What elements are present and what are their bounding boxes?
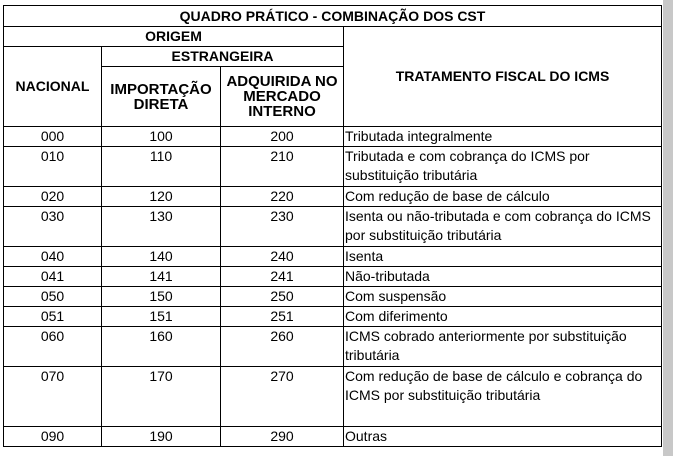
window-edge (663, 0, 673, 456)
cell-nacional: 020 (4, 187, 102, 207)
cell-nacional: 010 (4, 147, 102, 187)
cell-adquirida-mercado-interno: 241 (221, 267, 344, 287)
cell-importacao-direta: 110 (102, 147, 221, 187)
cell-nacional: 051 (4, 307, 102, 327)
cell-tratamento-fiscal: Tributada integralmente (344, 127, 662, 147)
cell-tratamento-fiscal: Isenta (344, 247, 662, 267)
cell-tratamento-fiscal: ICMS cobrado anteriormente por substituição tributária (344, 327, 662, 367)
cell-tratamento-fiscal: Tributada e com cobrança do ICMS por substituição tributária (344, 147, 662, 187)
cell-adquirida-mercado-interno: 251 (221, 307, 344, 327)
header-estrangeira: ESTRANGEIRA (102, 47, 344, 67)
cell-tratamento-fiscal: Com suspensão (344, 287, 662, 307)
table-row (4, 327, 662, 367)
table-row (4, 147, 662, 187)
cell-nacional: 000 (4, 127, 102, 147)
cell-tratamento-fiscal: Com diferimento (344, 307, 662, 327)
cell-adquirida-mercado-interno: 290 (221, 427, 344, 447)
table-row (4, 207, 662, 247)
cell-importacao-direta: 140 (102, 247, 221, 267)
table-row (4, 307, 662, 327)
cell-importacao-direta: 120 (102, 187, 221, 207)
cell-nacional: 070 (4, 367, 102, 427)
cell-adquirida-mercado-interno: 240 (221, 247, 344, 267)
cell-nacional: 090 (4, 427, 102, 447)
table-row (4, 367, 662, 427)
cell-adquirida-mercado-interno: 260 (221, 327, 344, 367)
cell-importacao-direta: 170 (102, 367, 221, 427)
cell-nacional: 060 (4, 327, 102, 367)
cell-nacional: 050 (4, 287, 102, 307)
cell-adquirida-mercado-interno: 220 (221, 187, 344, 207)
cell-adquirida-mercado-interno: 250 (221, 287, 344, 307)
cell-adquirida-mercado-interno: 200 (221, 127, 344, 147)
table-row (4, 267, 662, 287)
header-origem: ORIGEM (4, 27, 344, 47)
table-row (4, 247, 662, 267)
table-row (4, 427, 662, 447)
cell-tratamento-fiscal: Não-tributada (344, 267, 662, 287)
cst-table (3, 5, 662, 447)
table-row (4, 287, 662, 307)
cell-importacao-direta: 130 (102, 207, 221, 247)
cell-nacional: 040 (4, 247, 102, 267)
header-nacional: NACIONAL (4, 47, 102, 127)
header-importacao-direta: IMPORTAÇÃO DIRETA (102, 67, 221, 127)
table-title: QUADRO PRÁTICO - COMBINAÇÃO DOS CST (4, 6, 662, 27)
cell-tratamento-fiscal: Isenta ou não-tributada e com cobrança do ICMS por substituição tributária (344, 207, 662, 247)
cell-importacao-direta: 160 (102, 327, 221, 367)
cell-importacao-direta: 151 (102, 307, 221, 327)
cell-importacao-direta: 141 (102, 267, 221, 287)
table-row (4, 187, 662, 207)
cell-nacional: 030 (4, 207, 102, 247)
cell-tratamento-fiscal: Outras (344, 427, 662, 447)
cell-tratamento-fiscal: Com redução de base de cálculo e cobrança do ICMS por substituição tributária (344, 367, 662, 427)
cell-adquirida-mercado-interno: 210 (221, 147, 344, 187)
cell-importacao-direta: 190 (102, 427, 221, 447)
cell-importacao-direta: 100 (102, 127, 221, 147)
header-adquirida-mercado-interno: ADQUIRIDA NO MERCADO INTERNO (221, 67, 344, 127)
cell-importacao-direta: 150 (102, 287, 221, 307)
table-row (4, 127, 662, 147)
header-tratamento: TRATAMENTO FISCAL DO ICMS (344, 27, 662, 127)
cell-adquirida-mercado-interno: 270 (221, 367, 344, 427)
cell-nacional: 041 (4, 267, 102, 287)
cell-tratamento-fiscal: Com redução de base de cálculo (344, 187, 662, 207)
table-body (4, 127, 662, 447)
cell-adquirida-mercado-interno: 230 (221, 207, 344, 247)
